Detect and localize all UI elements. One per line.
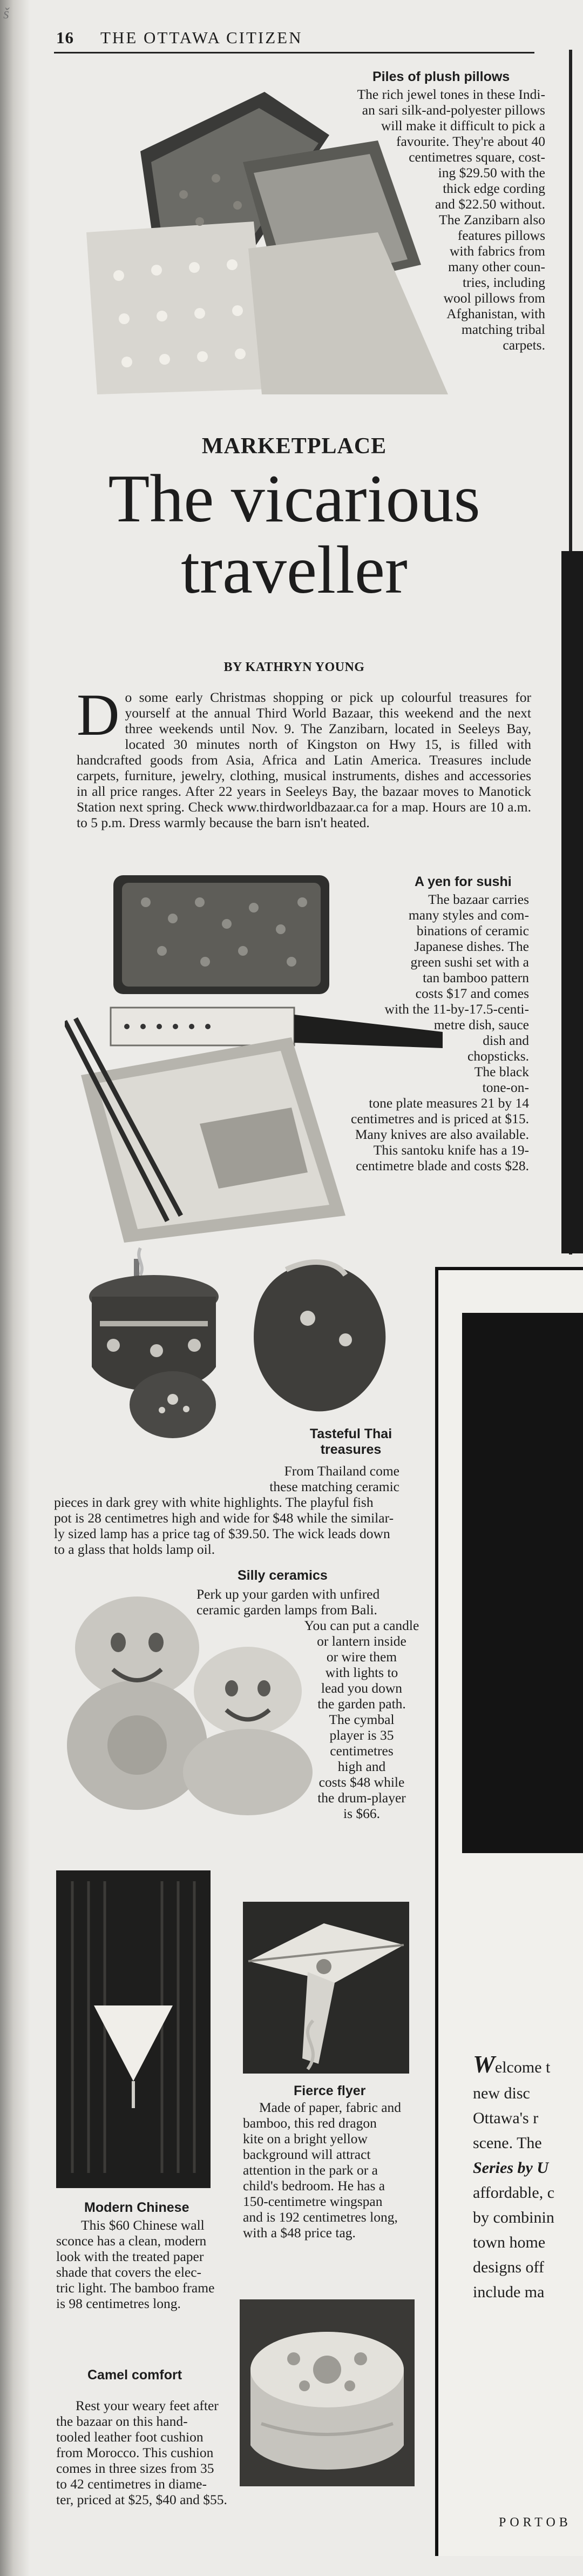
- pillows-caption: [302, 86, 545, 353]
- ad-footer: PORTOB: [499, 2515, 572, 2530]
- caption-line: Afghanistan, with: [446, 306, 545, 321]
- ad-line: affordable, c: [473, 2184, 555, 2202]
- pillows-heading: Piles of plush pillows: [372, 69, 510, 84]
- page-number: 16: [56, 28, 74, 47]
- caption-line: is $66.: [343, 1806, 380, 1821]
- caption-line: tooled leather foot cushion: [56, 2429, 204, 2445]
- caption-line: ter, priced at $25, $40 and $55.: [56, 2492, 227, 2507]
- caption-line: tone-on-: [482, 1079, 529, 1095]
- caption-line: tan bamboo pattern: [423, 970, 529, 985]
- caption-line: This santoku knife has a 19-: [373, 1142, 529, 1158]
- caption-line: many other coun-: [448, 259, 545, 274]
- caption-line: costs $48 while: [318, 1774, 405, 1790]
- camel-caption: [56, 2398, 230, 2507]
- headline-line: The vicarious: [108, 461, 480, 536]
- ad-line: town home: [473, 2233, 546, 2251]
- wall-sconce-photo: [56, 1870, 211, 2188]
- caption-line: the drum-player: [317, 1790, 406, 1806]
- caption-line: ceramic garden lamps from Bali.: [196, 1602, 377, 1618]
- caption-line: This $60 Chinese wall: [81, 2217, 205, 2233]
- caption-line: thick edge cording: [443, 180, 545, 196]
- caption-line: centimetres and is priced at $15.: [351, 1111, 529, 1126]
- thai-ceramics-photo: [54, 1237, 405, 1443]
- caption-line: The Zanzibarn also: [439, 212, 545, 227]
- ad-welcome-line: [473, 2052, 550, 2080]
- ad-line: designs off: [473, 2258, 544, 2276]
- caption-line: centimetres: [330, 1743, 394, 1759]
- caption-line: the bazaar on this hand-: [56, 2413, 188, 2429]
- caption-line: You can put a candle: [304, 1618, 419, 1633]
- page-title: [54, 461, 534, 608]
- caption-line: green sushi set with a: [410, 954, 529, 970]
- caption-line: or wire them: [326, 1649, 397, 1665]
- caption-line: and $22.50 without.: [435, 196, 545, 212]
- caption-line: pot is 28 centimetres high and wide for $48 while the similar-: [54, 1510, 394, 1526]
- publication-name: THE OTTAWA CITIZEN: [100, 28, 303, 47]
- caption-line: costs $17 and comes: [415, 985, 529, 1001]
- caption-line: centimetre blade and costs $28.: [356, 1158, 529, 1173]
- caption-line: these matching ceramic: [269, 1479, 399, 1494]
- caption-line: with fabrics from: [449, 243, 545, 259]
- caption-line: Rest your weary feet after: [76, 2398, 219, 2413]
- heading-line: Tasteful Thai: [309, 1426, 392, 1441]
- caption-line: the garden path.: [317, 1696, 406, 1712]
- ad-line: by combinin: [473, 2209, 554, 2226]
- caption-line: tric light. The bamboo frame: [56, 2280, 215, 2296]
- caption-line: is 98 centimetres long.: [56, 2296, 181, 2311]
- adjacent-ad-photo: [462, 1313, 583, 1853]
- caption-line: features pillows: [457, 227, 545, 243]
- caption-line: with the 11-by-17.5-centi-: [384, 1001, 529, 1017]
- caption-line: high and: [337, 1759, 386, 1774]
- camel-heading: Camel comfort: [87, 2367, 182, 2383]
- lead-paragraph: [77, 682, 531, 830]
- thai-heading: [292, 1426, 410, 1458]
- caption-line: matching tribal: [461, 321, 545, 337]
- ad-line: Ottawa's r: [473, 2109, 539, 2127]
- caption-line: The cymbal: [329, 1712, 395, 1727]
- caption-line: and is 192 centimetres long,: [243, 2209, 398, 2225]
- caption-line: The bazaar carries: [428, 891, 529, 907]
- ad-line: include ma: [473, 2283, 545, 2301]
- caption-line: favourite. They're about 40: [396, 133, 545, 149]
- caption-line: sconce has a clean, modern: [56, 2233, 207, 2249]
- caption-line: tries, including: [463, 274, 545, 290]
- caption-line: or lantern inside: [317, 1633, 406, 1649]
- caption-line: chopsticks.: [467, 1048, 529, 1064]
- ad-line: Series by U: [473, 2159, 548, 2177]
- caption-line: to 42 centimetres in diame-: [56, 2476, 207, 2492]
- caption-line: metre dish, sauce: [433, 1017, 529, 1032]
- flyer-heading: Fierce flyer: [294, 2083, 366, 2098]
- foot-cushion-photo: [240, 2299, 415, 2486]
- thai-caption-body: [54, 1494, 421, 1557]
- caption-line: 150-centimetre wingspan: [243, 2193, 383, 2209]
- caption-line: look with the treated paper: [56, 2249, 204, 2264]
- caption-line: Many knives are also available.: [355, 1126, 529, 1142]
- caption-line: carpets.: [503, 337, 545, 353]
- caption-line: attention in the park or a: [243, 2162, 378, 2178]
- caption-line: pieces in dark grey with white highlights. The playful fish: [54, 1494, 374, 1510]
- caption-line: binations of ceramic: [416, 923, 529, 938]
- caption-line: ly sized lamp has a price tag of $39.50. The wick leads down: [54, 1526, 390, 1541]
- caption-line: an sari silk-and-polyester pillows: [362, 102, 545, 118]
- caption-line: dish and: [483, 1032, 529, 1048]
- adjacent-photo-strip: [561, 551, 583, 1253]
- caption-line: background will attract: [243, 2146, 371, 2162]
- sushi-caption: [302, 891, 529, 1173]
- ad-line: elcome t: [494, 2058, 551, 2076]
- caption-line: Perk up your garden with unfired: [196, 1586, 380, 1602]
- caption-line: many styles and com-: [408, 907, 529, 923]
- caption-line: player is 35: [329, 1727, 394, 1743]
- caption-line: wool pillows from: [443, 290, 545, 306]
- caption-line: bamboo, this red dragon: [243, 2115, 377, 2131]
- caption-line: kite on a bright yellow: [243, 2131, 368, 2146]
- modern-chinese-heading: Modern Chinese: [84, 2200, 189, 2215]
- ceramics-heading: Silly ceramics: [238, 1568, 328, 1583]
- caption-line: From Thailand come: [284, 1463, 399, 1479]
- caption-line: will make it difficult to pick a: [381, 118, 545, 133]
- caption-line: Made of paper, fabric and: [259, 2099, 402, 2115]
- ad-line: new disc: [473, 2084, 530, 2102]
- ceramics-caption-body: [281, 1618, 443, 1821]
- caption-line: Japanese dishes. The: [414, 938, 529, 954]
- header-rule: [54, 52, 534, 53]
- caption-line: ing $29.50 with the: [438, 165, 545, 180]
- caption-line: The rich jewel tones in these Indi-: [357, 86, 545, 102]
- caption-line: with lights to: [325, 1665, 398, 1680]
- flyer-caption: [243, 2099, 415, 2240]
- caption-line: child's bedroom. He has a: [243, 2178, 385, 2193]
- modern-chinese-caption: [56, 2217, 238, 2311]
- lead-text: o some early Christmas shopping or pick up colourful treasures for yourself at the annual Third World Bazaar, this weekend and the next three weekends until Nov. 9. The Zanzibarn, located in Seeleys Bay, located 30 minutes north of Kingston on Hwy 15, is filled with handcrafted goods from Asia, Africa and Latin America. Treasures include carpets, furniture, jewelry, clothing, musical instruments, dishes and accessories in all price ranges. After 22 years in Seeleys Bay, the bazaar moves to Manotick Station next spring. Check www.thirdworldbazaar.ca for a map. Hours are 10 a.m. to 5 p.m. Dress warmly because the barn isn't heated.: [77, 689, 531, 830]
- heading-line: treasures: [320, 1442, 382, 1457]
- ad-welcome-cap: W: [473, 2050, 495, 2078]
- caption-line: from Morocco. This cushion: [56, 2445, 214, 2460]
- thai-caption-top: [238, 1463, 399, 1494]
- caption-line: tone plate measures 21 by 14: [369, 1095, 529, 1111]
- caption-line: with a $48 price tag.: [243, 2225, 356, 2240]
- byline: BY KATHRYN YOUNG: [223, 660, 365, 674]
- headline-line: traveller: [181, 533, 408, 608]
- drop-cap: D: [77, 682, 120, 748]
- caption-line: centimetres square, cost-: [409, 149, 545, 165]
- dragon-kite-photo: [243, 1902, 409, 2074]
- sushi-heading: A yen for sushi: [415, 874, 512, 889]
- caption-line: shade that covers the elec-: [56, 2264, 202, 2280]
- caption-line: lead you down: [321, 1680, 403, 1696]
- margin-mark: š: [3, 5, 9, 22]
- section-kicker: MARKETPLACE: [201, 434, 387, 459]
- caption-line: to a glass that holds lamp oil.: [54, 1541, 215, 1557]
- ad-line: scene. The: [473, 2134, 542, 2152]
- caption-line: comes in three sizes from 35: [56, 2460, 214, 2476]
- caption-line: The black: [474, 1064, 529, 1079]
- binding-shadow: [0, 0, 30, 2576]
